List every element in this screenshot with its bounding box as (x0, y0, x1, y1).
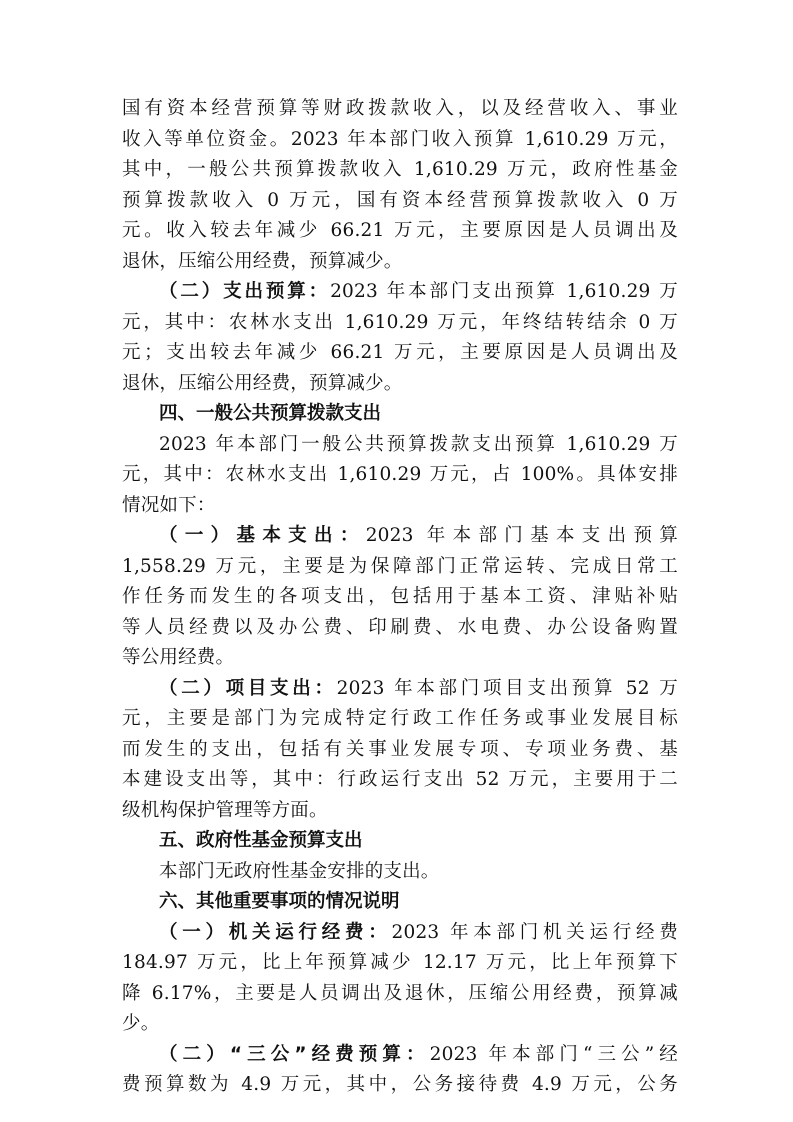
text-line: 等公用经费。 (122, 647, 235, 668)
basic-expenditure-line (122, 521, 678, 552)
text-line: 2023 年本部门一般公共预算拨款支出预算 1,610.29 万 (159, 433, 678, 455)
section-heading-6: 六、其他重要事项的情况说明 (159, 891, 400, 912)
text-span: 2023 年本部门基本支出预算 (365, 525, 678, 546)
text-line: 元，其中：农林水支出 1,610.29 万元，占 100%。具体安排 (122, 464, 678, 485)
subheading-label: （一）机关运行经费： (159, 921, 392, 943)
operating-cost-line (122, 918, 678, 949)
text-line: 其中，一般公共预算拨款收入 1,610.29 万元，政府性基金 (122, 159, 678, 180)
subheading-label: （二）项目支出： (159, 677, 337, 699)
section-heading-5: 五、政府性基金预算支出 (159, 830, 363, 851)
text-line: 预算拨款收入 0 万元，国有资本经营预算拨款收入 0 万 (122, 189, 678, 211)
text-line: 1,558.29 万元，主要是为保障部门正常运转、完成日常工 (122, 555, 678, 577)
text-line: 作任务而发生的各项支出，包括用于基本工资、津贴补贴 (122, 586, 678, 607)
text-line: 等人员经费以及办公费、印刷费、水电费、办公设备购置 (122, 616, 678, 638)
text-line: 降 6.17%，主要是人员调出及退休，压缩公用经费，预算减 (122, 982, 678, 1004)
text-line: 收入等单位资金。2023 年本部门收入预算 1,610.29 万元， (122, 128, 678, 150)
text-line: 元。收入较去年减少 66.21 万元，主要原因是人员调出及 (122, 220, 678, 241)
text-line: 元，其中：农林水支出 1,610.29 万元，年终结转结余 0 万 (122, 311, 678, 333)
text-line: 退休，压缩公用经费，预算减少。 (122, 250, 403, 272)
text-line: 费预算数为 4.9 万元，其中，公务接待费 4.9 万元，公务 (122, 1074, 678, 1095)
text-line: 元，主要是部门为完成特定行政工作任务或事业发展目标 (122, 708, 678, 729)
project-expenditure-line (122, 674, 678, 705)
text-line: 级机构保护管理等方面。 (122, 799, 328, 821)
section-heading-4: 四、一般公共预算拨款支出 (159, 403, 382, 424)
three-public-expense-line (122, 1040, 678, 1071)
text-line: 元；支出较去年减少 66.21 万元，主要原因是人员调出及 (122, 342, 678, 363)
subheading-label: （二）“三公”经费预算： (159, 1043, 430, 1065)
text-span: 2023 年本部门“三公”经 (429, 1043, 679, 1065)
text-span: 2023 年本部门支出预算 1,610.29 万 (330, 281, 678, 302)
document-body (122, 94, 678, 1101)
text-line: 情况如下： (122, 494, 216, 516)
text-line: 184.97 万元，比上年预算减少 12.17 万元，比上年预算下 (122, 952, 678, 973)
text-line: 少。 (122, 1013, 160, 1034)
text-span: 2023 年本部门机关运行经费 (391, 921, 678, 943)
subheading-label: （二）支出预算： (159, 281, 331, 302)
text-line: 本部门无政府性基金安排的支出。 (159, 860, 440, 882)
expenditure-budget-line (122, 277, 678, 308)
text-line: 退休，压缩公用经费，预算减少。 (122, 372, 403, 394)
text-span: 2023 年本部门项目支出预算 52 万 (336, 677, 678, 699)
text-line: 国有资本经营预算等财政拨款收入，以及经营收入、事业 (122, 98, 678, 119)
subheading-label: （一）基本支出： (159, 525, 366, 546)
text-line: 本建设支出等，其中：行政运行支出 52 万元，主要用于二 (122, 769, 678, 790)
text-line: 而发生的支出，包括有关事业发展专项、专项业务费、基 (122, 738, 678, 760)
